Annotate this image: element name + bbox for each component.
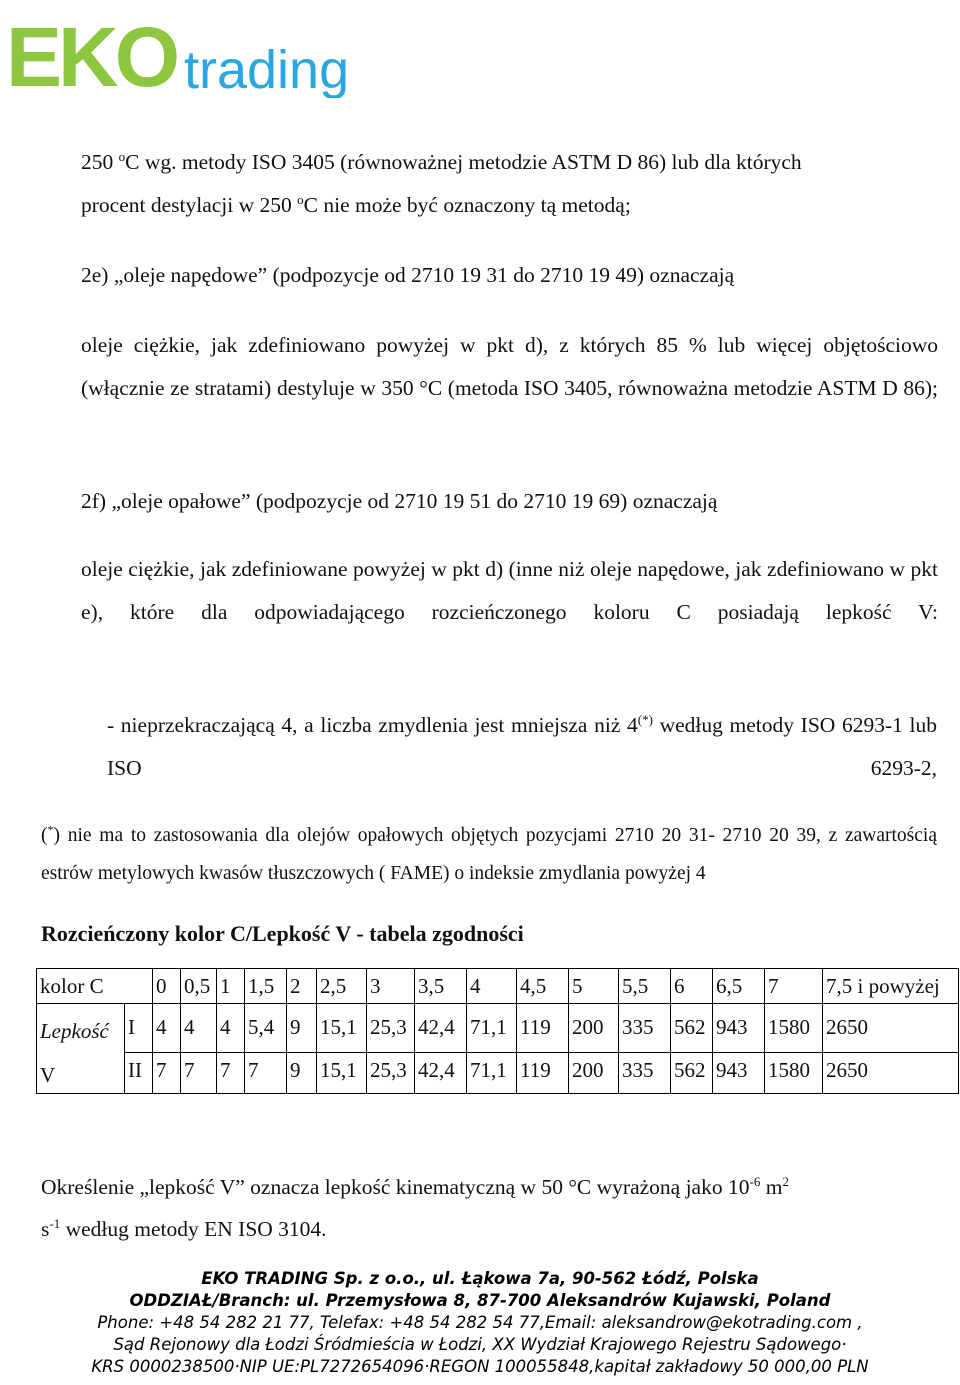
color-cell: 3 (367, 969, 415, 1004)
viscosity-cell: 25,3 (367, 1004, 415, 1053)
table-row (37, 1004, 959, 1053)
viscosity-cell: 200 (569, 1053, 619, 1094)
color-label-cell: kolor C (37, 969, 153, 1004)
viscosity-cell: 4 (181, 1004, 217, 1053)
viscosity-cell: 15,1 (317, 1053, 367, 1094)
footer-registration: KRS 0000238500·NIP UE:PL7272654096·REGON 100055848,kapitał zakładowy 50 000,00 PLN (91, 1357, 869, 1376)
viscosity-cell: 1580 (765, 1004, 823, 1053)
color-cell: 7 (765, 969, 823, 1004)
viscosity-cell: 71,1 (467, 1053, 517, 1094)
viscosity-cell: 119 (517, 1004, 569, 1053)
table-row (37, 969, 959, 1004)
footer-company-address: EKO TRADING Sp. z o.o., ul. Łąkowa 7a, 90-562 Łódź, Polska (201, 1269, 759, 1288)
viscosity-cell: 71,1 (467, 1004, 517, 1053)
company-footer (0, 1268, 960, 1378)
footer-branch-address: ODDZIAŁ/Branch: ul. Przemysłowa 8, 87-700 Aleksandrów Kujawski, Poland (129, 1291, 831, 1310)
paragraph-distillation: 250 $^o$C wg. metody ISO 3405 (równoważnej metodzie ASTM D 86) lub dla których procent destylacji w 250 $^o$C nie może być oznaczony tą metodą; (81, 148, 802, 217)
viscosity-cell: 42,4 (415, 1004, 467, 1053)
footnote: (*) nie ma to zastosowania dla olejów opałowych objętych pozycjami 2710 20 31- 2710 20 39, z zawartością estrów metylowych kwasów tłuszczowych ( FAME) o indeksie zmydlania powyżej 4 (41, 822, 937, 884)
viscosity-cell: 2650 (823, 1004, 959, 1053)
color-cell: 4,5 (517, 969, 569, 1004)
viscosity-cell: 7 (181, 1053, 217, 1094)
color-cell: 6,5 (713, 969, 765, 1004)
viscosity-cell: 9 (287, 1004, 317, 1053)
color-cell: 3,5 (415, 969, 467, 1004)
table-heading: Rozcieńczony kolor C/Lepkość V - tabela zgodności (41, 921, 524, 946)
color-cell: 1 (217, 969, 245, 1004)
viscosity-cell: 1580 (765, 1053, 823, 1094)
viscosity-cell: 335 (619, 1053, 671, 1094)
viscosity-cell: 9 (287, 1053, 317, 1094)
viscosity-cell: 200 (569, 1004, 619, 1053)
viscosity-cell: 562 (671, 1004, 713, 1053)
color-cell: 5 (569, 969, 619, 1004)
logo-trading-text: trading (184, 40, 350, 98)
viscosity-cell: 943 (713, 1004, 765, 1053)
viscosity-cell: 25,3 (367, 1053, 415, 1094)
paragraph-2e-definition: oleje ciężkie, jak zdefiniowano powyżej w pkt d), z których 85 % lub więcej objętościowo (włącznie ze stratami) destyluje w 350 °C (metoda ISO 3405, równoważna metodzie ASTM D 86); (81, 333, 938, 400)
viscosity-cell: 7 (245, 1053, 287, 1094)
viscosity-cell: 15,1 (317, 1004, 367, 1053)
color-cell: 1,5 (245, 969, 287, 1004)
logo-eko-text: EKO (6, 10, 177, 98)
color-cell: 2,5 (317, 969, 367, 1004)
color-cell: 0 (153, 969, 181, 1004)
viscosity-cell: 335 (619, 1004, 671, 1053)
footer-contact: Phone: +48 54 282 21 77, Telefax: +48 54 282 54 77,Email: aleksandrow@ekotrading.com , (97, 1313, 863, 1332)
row-label-cell: II (125, 1053, 153, 1094)
color-viscosity-table (36, 968, 959, 1094)
viscosity-definition: Określenie „lepkość V” oznacza lepkość kinematyczną w 50 °C wyrażoną jako $10^{-6}$ $m^2$ $s^{-1}$ według metody EN ISO 3104. (41, 1173, 789, 1241)
viscosity-cell: 7 (217, 1053, 245, 1094)
logo-graphic (6, 8, 366, 98)
viscosity-cell: 42,4 (415, 1053, 467, 1094)
color-cell: 5,5 (619, 969, 671, 1004)
color-cell: 6 (671, 969, 713, 1004)
viscosity-cell: 4 (153, 1004, 181, 1053)
ekotrading-logo (6, 8, 366, 98)
viscosity-cell: 4 (217, 1004, 245, 1053)
paragraph-2f-definition: oleje ciężkie, jak zdefiniowane powyżej w pkt d) (inne niż oleje napędowe, jak zdefiniowano w pkt e), które dla odpowiadającego rozcieńczonego koloru C posiadają lepkość V: (81, 557, 938, 624)
viscosity-cell: 943 (713, 1053, 765, 1094)
color-cell: 7,5 i powyżej (823, 969, 959, 1004)
paragraph-2e: 2e) „oleje napędowe” (podpozycje od 2710 19 31 do 2710 19 49) oznaczają (81, 263, 735, 287)
color-cell: 0,5 (181, 969, 217, 1004)
row-label-cell: I (125, 1004, 153, 1053)
viscosity-cell: 119 (517, 1053, 569, 1094)
paragraph-condition: - nieprzekraczającą 4, a liczba zmydlenia jest mniejsza niż 4(*) według metody ISO 6293-1 lub ISO 6293-2, (107, 711, 938, 780)
table-row (37, 1053, 959, 1094)
viscosity-cell: 7 (153, 1053, 181, 1094)
viscosity-cell: 562 (671, 1053, 713, 1094)
footer-court: Sąd Rejonowy dla Łodzi Śródmieścia w Łodzi, XX Wydział Krajowego Rejestru Sądowego· (113, 1335, 847, 1354)
viscosity-cell: 5,4 (245, 1004, 287, 1053)
paragraph-2f: 2f) „oleje opałowe” (podpozycje od 2710 19 51 do 2710 19 69) oznaczają (81, 489, 718, 513)
viscosity-cell: 2650 (823, 1053, 959, 1094)
viscosity-label-cell: Lepkość V (37, 1004, 125, 1094)
color-cell: 2 (287, 969, 317, 1004)
color-cell: 4 (467, 969, 517, 1004)
